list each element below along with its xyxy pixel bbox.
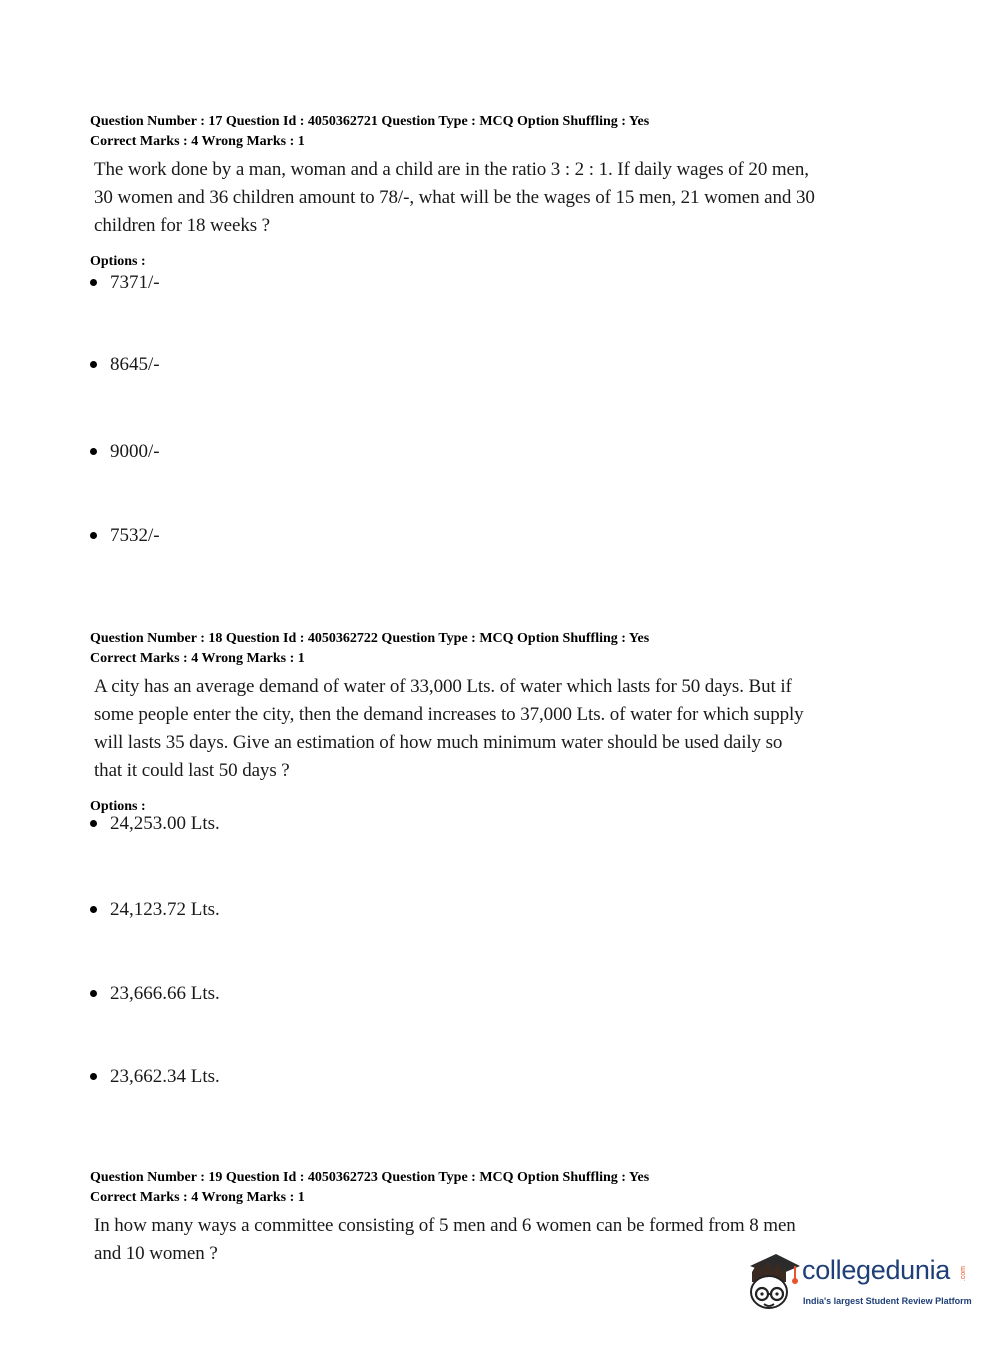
option-text: 8645/- [110,354,160,375]
bullet-icon [90,1073,97,1080]
question-text-line: that it could last 50 days ? [94,760,290,781]
question-text [94,156,890,240]
question-text-line: some people enter the city, then the demand increases to 37,000 Lts. of water for which supply [94,704,804,725]
question-text-line: children for 18 weeks ? [94,215,271,236]
brand-suffix: .com [960,1266,967,1282]
bullet-icon [90,448,97,455]
option-item[interactable] [90,272,160,294]
option-item[interactable] [90,1066,220,1088]
question-marks: Correct Marks : 4 Wrong Marks : 1 [90,651,305,666]
question-meta: Question Number : 18 Question Id : 4050362722 Question Type : MCQ Option Shuffling : Yes [90,631,650,646]
bullet-icon [90,532,97,539]
question-text [94,673,890,785]
bullet-icon [90,361,97,368]
option-item[interactable] [90,813,220,835]
question-text-line: In how many ways a committee consisting of 5 men and 6 women can be formed from 8 men [94,1215,796,1236]
brand-tagline: India's largest Student Review Platform [803,1296,972,1306]
question-text-line: 30 women and 36 children amount to 78/-, what will be the wages of 15 men, 21 women and 30 [94,187,815,208]
option-text: 23,666.66 Lts. [110,983,220,1004]
option-text: 7532/- [110,525,160,546]
option-item[interactable] [90,354,160,376]
option-item[interactable] [90,441,160,463]
question-text-line: will lasts 35 days. Give an estimation of how much minimum water should be used daily so [94,732,783,753]
option-text: 7371/- [110,272,160,293]
option-text: 24,253.00 Lts. [110,813,220,834]
bullet-icon [90,906,97,913]
options-label: Options : [90,799,146,814]
bullet-icon [90,990,97,997]
mascot-icon [742,1248,802,1320]
option-text: 24,123.72 Lts. [110,899,220,920]
brand-name: collegedunia [802,1255,951,1285]
question-text-line: and 10 women ? [94,1243,218,1264]
option-text: 9000/- [110,441,160,462]
question-block-18 [90,629,890,1087]
option-item[interactable] [90,525,160,547]
question-marks: Correct Marks : 4 Wrong Marks : 1 [90,1190,305,1205]
collegedunia-logo [742,1248,972,1320]
question-meta: Question Number : 19 Question Id : 4050362723 Question Type : MCQ Option Shuffling : Yes [90,1170,650,1185]
option-item[interactable] [90,899,220,921]
option-text: 23,662.34 Lts. [110,1066,220,1087]
option-item[interactable] [90,983,220,1005]
options-label: Options : [90,254,146,269]
question-marks: Correct Marks : 4 Wrong Marks : 1 [90,134,305,149]
question-block-17 [90,112,890,546]
bullet-icon [90,820,97,827]
question-meta: Question Number : 17 Question Id : 4050362721 Question Type : MCQ Option Shuffling : Yes [90,114,650,129]
question-text-line: The work done by a man, woman and a child are in the ratio 3 : 2 : 1. If daily wages of 20 men, [94,159,809,180]
question-text-line: A city has an average demand of water of 33,000 Lts. of water which lasts for 50 days. But if [94,676,792,697]
bullet-icon [90,279,97,286]
